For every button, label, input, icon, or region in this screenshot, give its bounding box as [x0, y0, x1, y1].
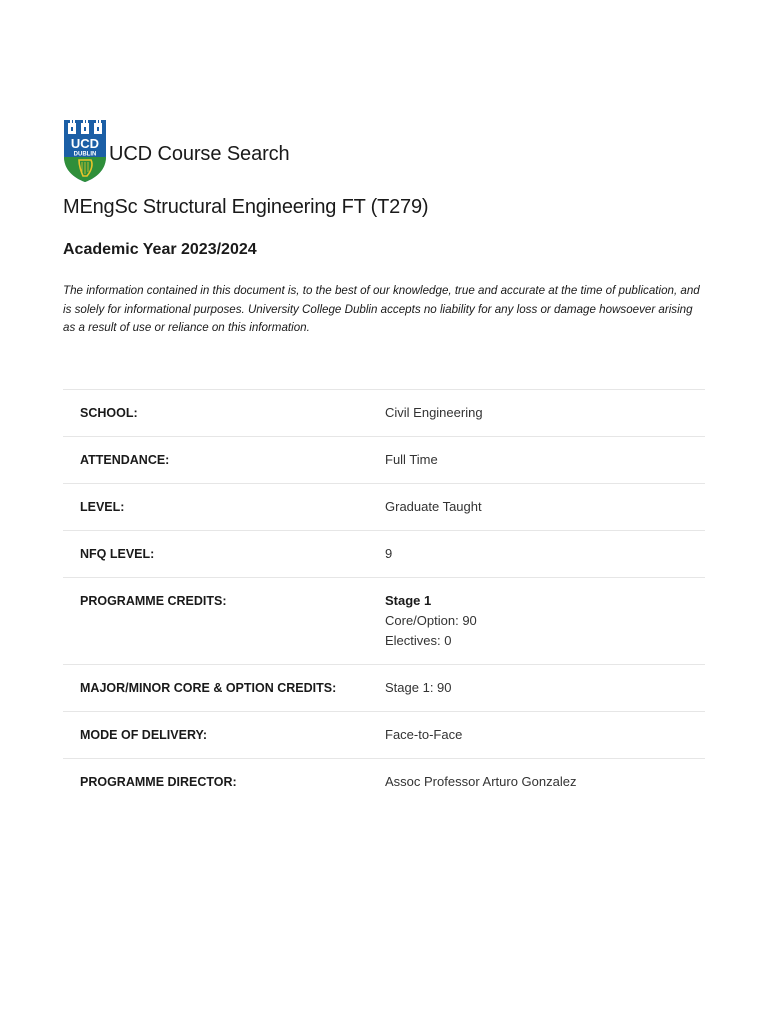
nfq-level-label: NFQ LEVEL: — [80, 547, 155, 561]
school-value: Civil Engineering — [385, 405, 483, 420]
attendance-label: ATTENDANCE: — [80, 453, 170, 467]
level-label: LEVEL: — [80, 500, 125, 514]
disclaimer-text: The information contained in this document is, to the best of our knowledge, true and accurate at the time of publication, and is solely for informational purposes. University College Dublin accepts no liability for any loss or damage howsoever arising as a result of use or reliance on this information. — [63, 284, 700, 334]
table-row — [63, 437, 705, 484]
brand-header — [63, 116, 290, 182]
table-row — [63, 578, 705, 665]
programme-director-label: PROGRAMME DIRECTOR: — [80, 775, 237, 789]
credits-stage-heading: Stage 1 — [385, 593, 432, 608]
mode-of-delivery-value: Face-to-Face — [385, 727, 463, 742]
programme-credits-label: PROGRAMME CREDITS: — [80, 594, 227, 608]
programme-credits-value — [385, 578, 705, 665]
table-row — [63, 390, 705, 437]
course-details-table — [63, 389, 705, 805]
major-minor-credits-label: MAJOR/MINOR CORE & OPTION CREDITS: — [80, 681, 337, 695]
svg-text:DUBLIN: DUBLIN — [73, 151, 97, 158]
svg-text:UCD: UCD — [70, 136, 100, 151]
level-value: Graduate Taught — [385, 499, 482, 514]
nfq-level-value: 9 — [385, 546, 393, 561]
table-row — [63, 484, 705, 531]
credits-electives: Electives: 0 — [385, 633, 452, 648]
credits-core-option: Core/Option: 90 — [385, 613, 477, 628]
table-row — [63, 712, 705, 759]
mode-of-delivery-label: MODE OF DELIVERY: — [80, 728, 208, 742]
major-minor-credits-value: Stage 1: 90 — [385, 680, 452, 695]
table-row — [63, 531, 705, 578]
academic-year: Academic Year 2023/2024 — [63, 241, 257, 258]
attendance-value: Full Time — [385, 452, 438, 467]
table-row — [63, 759, 705, 806]
ucd-crest-logo — [63, 116, 107, 182]
programme-director-value: Assoc Professor Arturo Gonzalez — [385, 774, 577, 789]
school-label: SCHOOL: — [80, 406, 138, 420]
table-row — [63, 665, 705, 712]
course-title: MEngSc Structural Engineering FT (T279) — [63, 196, 429, 218]
brand-title: UCD Course Search — [109, 142, 290, 165]
